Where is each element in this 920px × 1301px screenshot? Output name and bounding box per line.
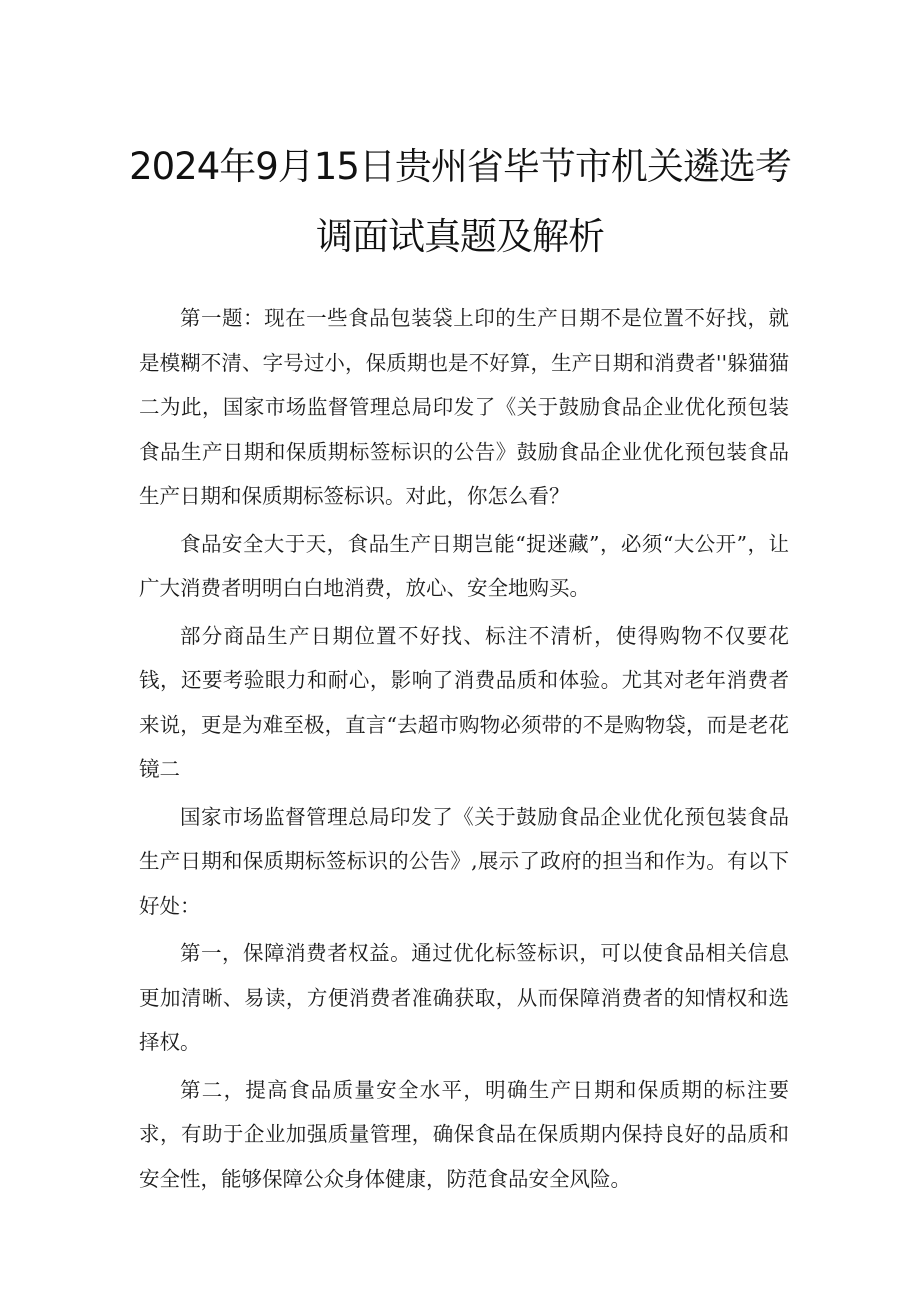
paragraph-food-safety: 食品安全大于天，食品生产日期岂能“捉迷藏”，必须“大公开”，让广大消费者明明白白地消费，放心、安全地购买。 bbox=[139, 531, 789, 600]
document-title-line-1: 2024年9月15日贵州省毕节市机关遴选考 bbox=[129, 145, 791, 188]
paragraph-question: 第一题：现在一些食品包装袋上印的生产日期不是位置不好找，就是模糊不清、字号过小，保质期也是不好算，生产日期和消费者''躲猫猫二为此，国家市场监督管理总局印发了《关于鼓励食品企业优化预包装食品生产日期和保质期标签标识的公告》鼓励食品企业优化预包装食品生产日期和保质期标签标识。对此，你怎么看？ bbox=[139, 306, 789, 508]
paragraph-point-two: 第二，提高食品质量安全水平，明确生产日期和保质期的标注要求，有助于企业加强质量管理，确保食品在保质期内保持良好的品质和安全性，能够保障公众身体健康，防范食品安全风险。 bbox=[139, 1077, 789, 1191]
paragraph-problem: 部分商品生产日期位置不好找、标注不清析，使得购物不仅要花钱，还要考验眼力和耐心，影响了消费品质和体验。尤其对老年消费者来说，更是为难至极，直言“去超市购物必须带的不是购物袋，而是老花镜二 bbox=[139, 623, 789, 781]
paragraph-policy: 国家市场监督管理总局印发了《关于鼓励食品企业优化预包装食品生产日期和保质期标签标识的公告》,展示了政府的担当和作为。有以下好处： bbox=[139, 804, 789, 918]
paragraph-point-one: 第一，保障消费者权益。通过优化标签标识，可以使食品相关信息更加清晰、易读，方便消费者准确获取，从而保障消费者的知情权和选择权。 bbox=[139, 941, 789, 1054]
document-body bbox=[139, 296, 789, 1204]
document-title-line-2: 调面试真题及解析 bbox=[316, 215, 604, 258]
